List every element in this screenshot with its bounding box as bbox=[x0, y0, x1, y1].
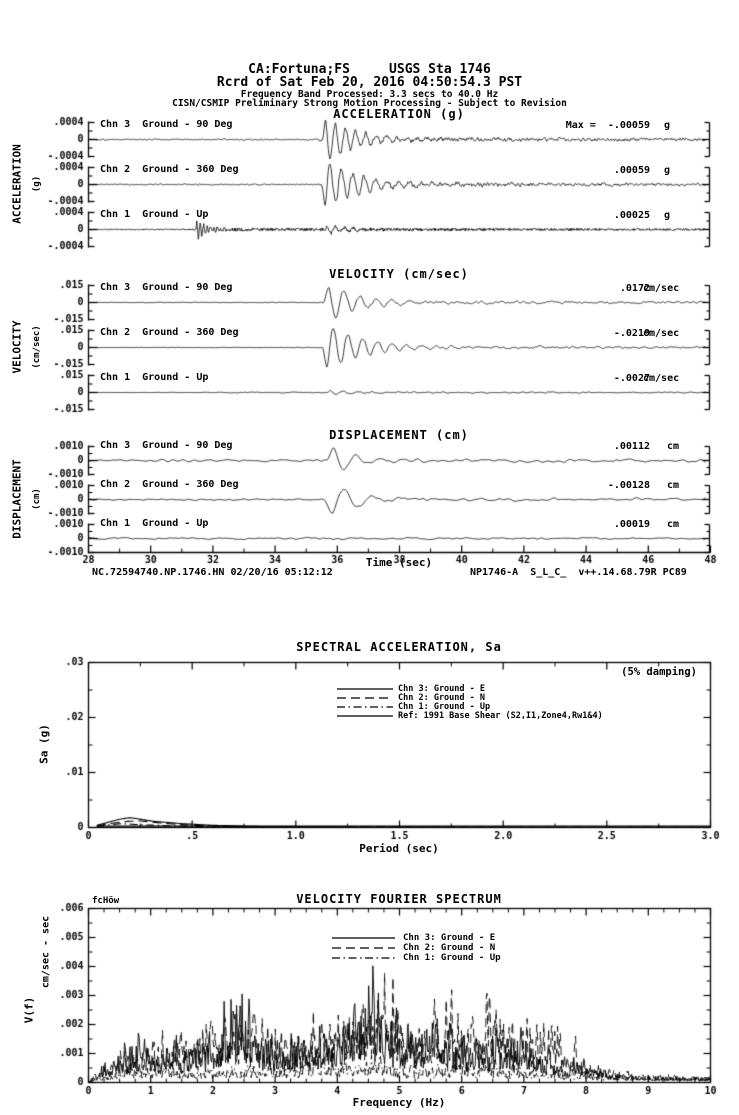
legend-line-solid bbox=[332, 934, 395, 942]
max-unit-label: cm/sec bbox=[643, 328, 680, 339]
spectral-acceleration-canvas bbox=[0, 630, 739, 855]
channel-label: Chn 2 Ground - 360 Deg bbox=[100, 164, 239, 175]
channel-label: Chn 3 Ground - 90 Deg bbox=[100, 282, 233, 293]
max-unit-label: g bbox=[664, 165, 671, 176]
time-axis-label: Time (sec) bbox=[365, 556, 433, 569]
legend-line-dash bbox=[337, 694, 393, 702]
channel-label: Chn 1 Ground - Up bbox=[100, 372, 209, 383]
channel-label: Chn 3 Ground - 90 Deg bbox=[100, 440, 233, 451]
legend-line-solid bbox=[337, 712, 393, 720]
legend-line-solid bbox=[337, 685, 393, 693]
max-unit-label: cm bbox=[667, 480, 680, 491]
max-unit-label: g bbox=[664, 210, 671, 221]
legend-item-label: Chn 1: Ground - Up bbox=[403, 953, 501, 963]
max-value-label: .00025 bbox=[613, 210, 650, 221]
channel-label: Chn 1 Ground - Up bbox=[100, 209, 209, 220]
max-value-label: -.0219 bbox=[613, 328, 650, 339]
max-unit-label: g bbox=[664, 120, 671, 131]
channel-label: Chn 2 Ground - 360 Deg bbox=[100, 479, 239, 490]
channel-label: Chn 1 Ground - Up bbox=[100, 518, 209, 529]
channel-label: Chn 2 Ground - 360 Deg bbox=[100, 327, 239, 338]
max-value-label: -.00128 bbox=[607, 480, 650, 491]
max-value-label: .0172 bbox=[619, 283, 650, 294]
max-value-label: -.0027 bbox=[613, 373, 650, 384]
legend-line-dashdot bbox=[332, 954, 395, 962]
max-value-label: Max = -.00059 bbox=[565, 120, 650, 131]
legend-line-dash bbox=[332, 944, 395, 952]
legend-item-label: Chn 2: Ground - N bbox=[403, 943, 496, 953]
max-unit-label: cm bbox=[667, 441, 680, 452]
legend-item-label: Chn 2: Ground - N bbox=[398, 693, 485, 703]
frequency-axis-label: Frequency (Hz) bbox=[352, 1096, 446, 1109]
channel-label: Chn 3 Ground - 90 Deg bbox=[100, 119, 233, 130]
fourier-spectrum-canvas bbox=[0, 880, 739, 1115]
max-value-label: .00112 bbox=[613, 441, 650, 452]
header-station-line: CA:Fortuna;FS USGS Sta 1746 bbox=[248, 62, 491, 77]
max-unit-label: cm/sec bbox=[643, 373, 680, 384]
header-band-line: Frequency Band Processed: 3.3 secs to 40.0 Hz bbox=[240, 89, 499, 100]
max-unit-label: cm bbox=[667, 519, 680, 530]
legend-item-label: Ref: 1991 Base Shear (S2,I1,Zone4,Rw1&4) bbox=[398, 711, 603, 721]
period-axis-label: Period (sec) bbox=[359, 842, 439, 855]
max-unit-label: cm/sec bbox=[643, 283, 680, 294]
footer-process-id: NP1746-A S_L_C_ v++.14.68.79R PC89 bbox=[470, 567, 687, 578]
legend-line-dashdot bbox=[337, 703, 393, 711]
header-record-line: Rcrd of Sat Feb 20, 2016 04:50:54.3 PST bbox=[216, 75, 523, 90]
legend-item-label: Chn 1: Ground - Up bbox=[398, 702, 491, 712]
max-value-label: .00019 bbox=[613, 519, 650, 530]
legend-item-label: Chn 3: Ground - E bbox=[403, 933, 496, 943]
footer-record-id: NC.72594740.NP.1746.HN 02/20/16 05:12:12 bbox=[92, 567, 333, 578]
legend-item-label: Chn 3: Ground - E bbox=[398, 684, 485, 694]
max-value-label: .00059 bbox=[613, 165, 650, 176]
